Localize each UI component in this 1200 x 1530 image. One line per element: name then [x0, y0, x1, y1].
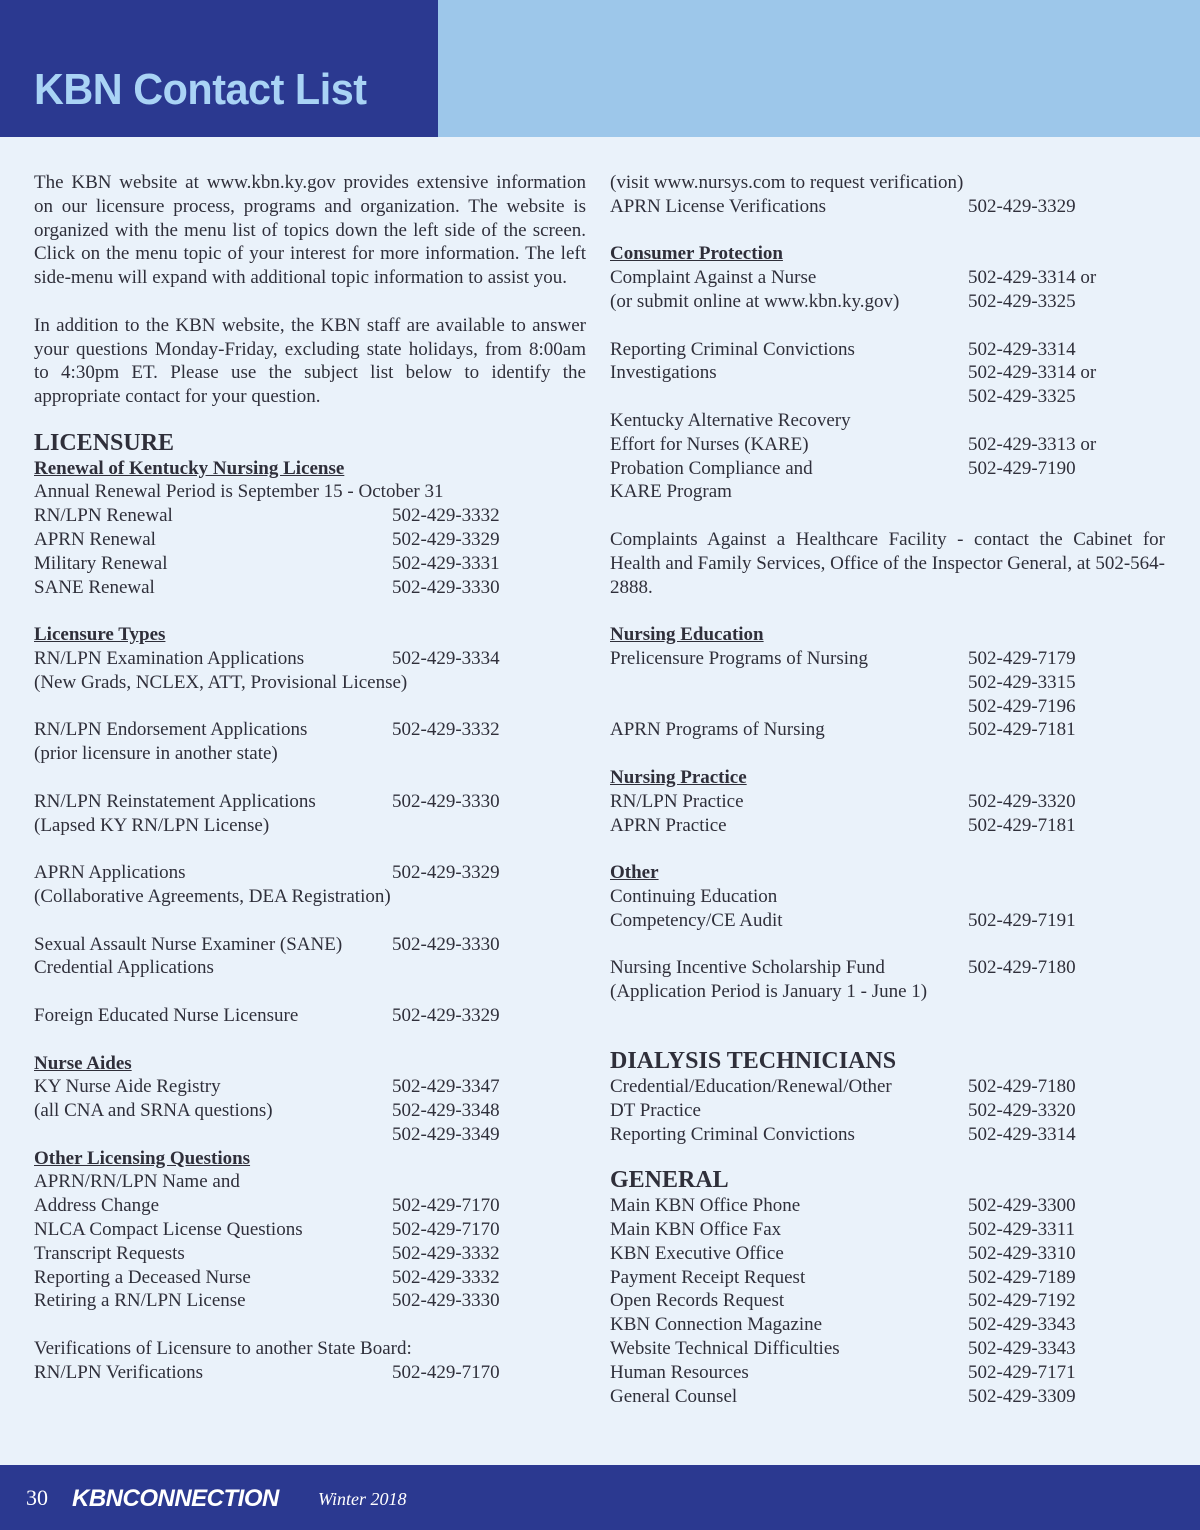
- contact-row: [610, 266, 1165, 290]
- contact-phone: 502-429-3329: [392, 862, 500, 884]
- nurse-aides-heading: Nurse Aides: [34, 1052, 132, 1074]
- header-accent-block: [438, 0, 1200, 137]
- contact-phone: 502-429-3314 or: [968, 267, 1097, 289]
- contact-phone: 502-429-3343: [968, 1314, 1076, 1336]
- contact-row: [34, 1242, 586, 1266]
- contact-note: (all CNA and SRNA questions): [34, 1100, 273, 1122]
- contact-label: RN/LPN Verifications: [34, 1361, 204, 1383]
- contact-row: [610, 1313, 1165, 1337]
- contact-row: [34, 1361, 586, 1385]
- contact-phone: 502-429-7189: [968, 1266, 1076, 1288]
- contact-phone: 502-429-3315: [968, 671, 1076, 693]
- contact-label: Human Resources: [610, 1361, 749, 1383]
- page-header: [0, 0, 1200, 137]
- contact-phone: 502-429-3332: [392, 505, 500, 527]
- contact-row: [610, 338, 1165, 362]
- contact-label: DT Practice: [610, 1100, 701, 1122]
- contact-phone: 502-429-7196: [968, 695, 1076, 717]
- contact-phone: 502-429-3330: [392, 790, 500, 812]
- contact-row: [610, 1194, 1165, 1218]
- nursys-note: (visit www.nursys.com to request verification): [610, 172, 964, 193]
- left-column: [34, 171, 586, 1385]
- licensure-types-heading: Licensure Types: [34, 624, 166, 646]
- consumer-protection-heading: Consumer Protection: [610, 243, 783, 265]
- contact-row: [34, 1075, 586, 1099]
- contact-label: Sexual Assault Nurse Examiner (SANE): [34, 933, 343, 955]
- contact-label: Reporting Criminal Convictions: [610, 338, 855, 360]
- contact-row: [34, 933, 586, 957]
- contact-phone: 502-429-3329: [392, 528, 500, 550]
- contact-label: RN/LPN Renewal: [34, 505, 173, 527]
- contact-note: (Collaborative Agreements, DEA Registration): [34, 885, 391, 907]
- contact-phone: 502-429-7192: [968, 1290, 1076, 1312]
- contact-label: KBN Connection Magazine: [610, 1314, 823, 1336]
- contact-phone: 502-429-3330: [392, 1290, 500, 1312]
- contact-note: Credential Applications: [34, 957, 214, 979]
- contact-row: [610, 1385, 1165, 1409]
- contact-label: APRN/RN/LPN Name and: [34, 1171, 240, 1193]
- contact-row: [610, 361, 1165, 385]
- right-column: [610, 171, 1165, 1408]
- contact-row: [610, 909, 1165, 933]
- contact-row: [610, 695, 1165, 719]
- contact-phone: 502-429-3330: [392, 933, 500, 955]
- page-number: 30: [26, 1485, 48, 1510]
- contact-label: Credential/Education/Renewal/Other: [610, 1076, 892, 1098]
- contact-label: Kentucky Alternative Recovery: [610, 409, 851, 431]
- contact-row: [610, 385, 1165, 409]
- contact-note: (or submit online at www.kbn.ky.gov): [610, 290, 900, 312]
- contact-label: KARE Program: [610, 481, 732, 503]
- contact-phone: 502-429-7170: [392, 1195, 500, 1217]
- magazine-logo: [72, 1485, 279, 1513]
- facility-complaints-note: Complaints Against a Healthcare Facility - contact the Cabinet for Health and Family Services, Office of the Inspector General, at 502-564-2888.: [610, 528, 1165, 598]
- contact-phone: 502-429-3347: [392, 1076, 500, 1098]
- contact-label: APRN Programs of Nursing: [610, 719, 825, 741]
- contact-phone: 502-429-3343: [968, 1338, 1076, 1360]
- nursing-education-heading: Nursing Education: [610, 624, 764, 646]
- contact-label: APRN Applications: [34, 862, 186, 884]
- intro-paragraph-1: The KBN website at www.kbn.ky.gov provides extensive information on our licensure process, programs and organization. The website is organized with the menu list of topics down the left side of the screen. Click on the menu topic of your interest for more information. The left side-menu will expand with additional topic information to assist you.: [34, 172, 586, 289]
- contact-phone: 502-429-3310: [968, 1242, 1076, 1264]
- contact-note: (Lapsed KY RN/LPN License): [34, 814, 270, 836]
- contact-label: Main KBN Office Fax: [610, 1219, 782, 1241]
- contact-label: Main KBN Office Phone: [610, 1195, 801, 1217]
- contact-phone: 502-429-3332: [392, 1266, 500, 1288]
- renewal-period-note: Annual Renewal Period is September 15 - October 31: [34, 481, 444, 503]
- contact-row: [610, 1361, 1165, 1385]
- contact-phone: 502-429-3332: [392, 1242, 500, 1264]
- contact-label: Prelicensure Programs of Nursing: [610, 647, 869, 669]
- contact-phone: 502-429-3300: [968, 1195, 1076, 1217]
- contact-label: NLCA Compact License Questions: [34, 1219, 303, 1241]
- contact-phone: 502-429-3349: [392, 1123, 500, 1145]
- contact-row: [610, 1099, 1165, 1123]
- contact-row: [610, 1337, 1165, 1361]
- renewal-heading: Renewal of Kentucky Nursing License: [34, 457, 345, 479]
- contact-row: [34, 1289, 586, 1313]
- contact-phone: 502-429-3314: [968, 338, 1076, 360]
- intro-paragraph-2: In addition to the KBN website, the KBN staff are available to answer your questions Monday-Friday, excluding state holidays, from 8:00am to 4:30pm ET. Please use the subject list below to identify the appropriate contact for your question.: [34, 314, 586, 408]
- contact-row: [610, 790, 1165, 814]
- contact-row: [34, 504, 586, 528]
- contact-note: (Application Period is January 1 - June 1): [610, 981, 928, 1003]
- contact-phone: 502-429-7181: [968, 814, 1076, 836]
- contact-row: [34, 528, 586, 552]
- contact-label: Nursing Incentive Scholarship Fund: [610, 957, 885, 979]
- contact-note: (prior licensure in another state): [34, 743, 278, 765]
- contact-label: RN/LPN Reinstatement Applications: [34, 790, 316, 812]
- contact-row: [610, 457, 1165, 481]
- contact-label: Foreign Educated Nurse Licensure: [34, 1004, 299, 1026]
- contact-row: [34, 1266, 586, 1290]
- contact-row: [610, 647, 1165, 671]
- issue-label: Winter 2018: [318, 1489, 407, 1509]
- contact-label: APRN Practice: [610, 814, 727, 836]
- logo-suffix: CONNECTION: [122, 1485, 279, 1512]
- contact-label: KBN Executive Office: [610, 1242, 784, 1264]
- contact-row: [610, 290, 1165, 314]
- contact-phone: 502-429-3320: [968, 790, 1076, 812]
- contact-phone: 502-429-3329: [392, 1004, 500, 1026]
- contact-row: [610, 814, 1165, 838]
- contact-row: [610, 195, 1165, 219]
- contact-label: General Counsel: [610, 1385, 738, 1407]
- contact-label: Transcript Requests: [34, 1242, 185, 1264]
- contact-label: Investigations: [610, 362, 717, 384]
- contact-phone: 502-429-3314 or: [968, 362, 1097, 384]
- contact-phone: 502-429-3331: [392, 552, 500, 574]
- contact-label: RN/LPN Practice: [610, 790, 744, 812]
- contact-row: [610, 1075, 1165, 1099]
- contact-label: Open Records Request: [610, 1290, 785, 1312]
- contact-row: [34, 1123, 586, 1147]
- contact-row: [610, 1289, 1165, 1313]
- contact-phone: 502-429-7180: [968, 1076, 1076, 1098]
- contact-row: [610, 718, 1165, 742]
- contact-row: [34, 1194, 586, 1218]
- contact-label: Payment Receipt Request: [610, 1266, 806, 1288]
- contact-phone: 502-429-3348: [392, 1100, 500, 1122]
- contact-label: Complaint Against a Nurse: [610, 267, 817, 289]
- contact-phone: 502-429-7181: [968, 719, 1076, 741]
- contact-row: [34, 647, 586, 671]
- section-general-title: GENERAL: [610, 1167, 729, 1194]
- verifications-intro: Verifications of Licensure to another State Board:: [34, 1338, 412, 1360]
- contact-label: SANE Renewal: [34, 576, 155, 598]
- contact-label: Website Technical Difficulties: [610, 1338, 840, 1360]
- contact-phone: 502-429-3309: [968, 1385, 1076, 1407]
- contact-row: [34, 861, 586, 885]
- contact-row: [610, 1218, 1165, 1242]
- other-licensing-heading: Other Licensing Questions: [34, 1147, 251, 1169]
- contact-phone: 502-429-7179: [968, 647, 1076, 669]
- contact-label: Continuing Education: [610, 885, 778, 907]
- contact-row: [34, 1004, 586, 1028]
- nursing-practice-heading: Nursing Practice: [610, 766, 747, 788]
- other-heading: Other: [610, 862, 659, 884]
- contact-row: [34, 552, 586, 576]
- contact-row: [610, 1123, 1165, 1147]
- logo-prefix: KBN: [72, 1485, 123, 1512]
- contact-row: [34, 576, 586, 600]
- contact-row: [34, 1099, 586, 1123]
- contact-label: Effort for Nurses (KARE): [610, 433, 809, 455]
- contact-row: [610, 433, 1165, 457]
- page-title: KBN Contact List: [34, 65, 367, 114]
- contact-phone: 502-429-3313 or: [968, 433, 1097, 455]
- contact-label: Reporting a Deceased Nurse: [34, 1266, 251, 1288]
- contact-phone: 502-429-3320: [968, 1100, 1076, 1122]
- contact-label: Reporting Criminal Convictions: [610, 1123, 855, 1145]
- contact-phone: 502-429-3330: [392, 576, 500, 598]
- contact-phone: 502-429-7170: [392, 1219, 500, 1241]
- contact-phone: 502-429-3311: [968, 1219, 1075, 1241]
- contact-row: [610, 671, 1165, 695]
- section-licensure-title: LICENSURE: [34, 429, 175, 456]
- contact-label: RN/LPN Endorsement Applications: [34, 719, 308, 741]
- contact-label: Competency/CE Audit: [610, 909, 783, 931]
- contact-phone: 502-429-7170: [392, 1361, 500, 1383]
- contact-phone: 502-429-7190: [968, 457, 1076, 479]
- page-footer: [0, 1465, 1200, 1530]
- contact-phone: 502-429-7171: [968, 1361, 1076, 1383]
- contact-phone: 502-429-3334: [392, 647, 500, 669]
- contact-phone: 502-429-7191: [968, 909, 1076, 931]
- contact-label: Military Renewal: [34, 552, 168, 574]
- contact-phone: 502-429-3329: [968, 195, 1076, 217]
- contact-phone: 502-429-3332: [392, 719, 500, 741]
- section-dialysis-title: DIALYSIS TECHNICIANS: [610, 1048, 897, 1075]
- contact-note: (New Grads, NCLEX, ATT, Provisional License): [34, 671, 408, 693]
- contact-row: [610, 1266, 1165, 1290]
- contact-phone: 502-429-3325: [968, 386, 1076, 408]
- contact-row: [34, 718, 586, 742]
- contact-phone: 502-429-3325: [968, 290, 1076, 312]
- contact-label: APRN Renewal: [34, 528, 156, 550]
- contact-row: [610, 956, 1165, 980]
- contact-phone: 502-429-3314: [968, 1123, 1076, 1145]
- contact-label: APRN License Verifications: [610, 195, 826, 217]
- contact-label: Retiring a RN/LPN License: [34, 1290, 246, 1312]
- contact-phone: 502-429-7180: [968, 957, 1076, 979]
- contact-row: [610, 1242, 1165, 1266]
- contact-label: RN/LPN Examination Applications: [34, 647, 305, 669]
- contact-row: [34, 790, 586, 814]
- contact-label: Address Change: [34, 1195, 160, 1217]
- contact-label: Probation Compliance and: [610, 457, 813, 479]
- contact-label: KY Nurse Aide Registry: [34, 1076, 221, 1098]
- contact-row: [34, 1218, 586, 1242]
